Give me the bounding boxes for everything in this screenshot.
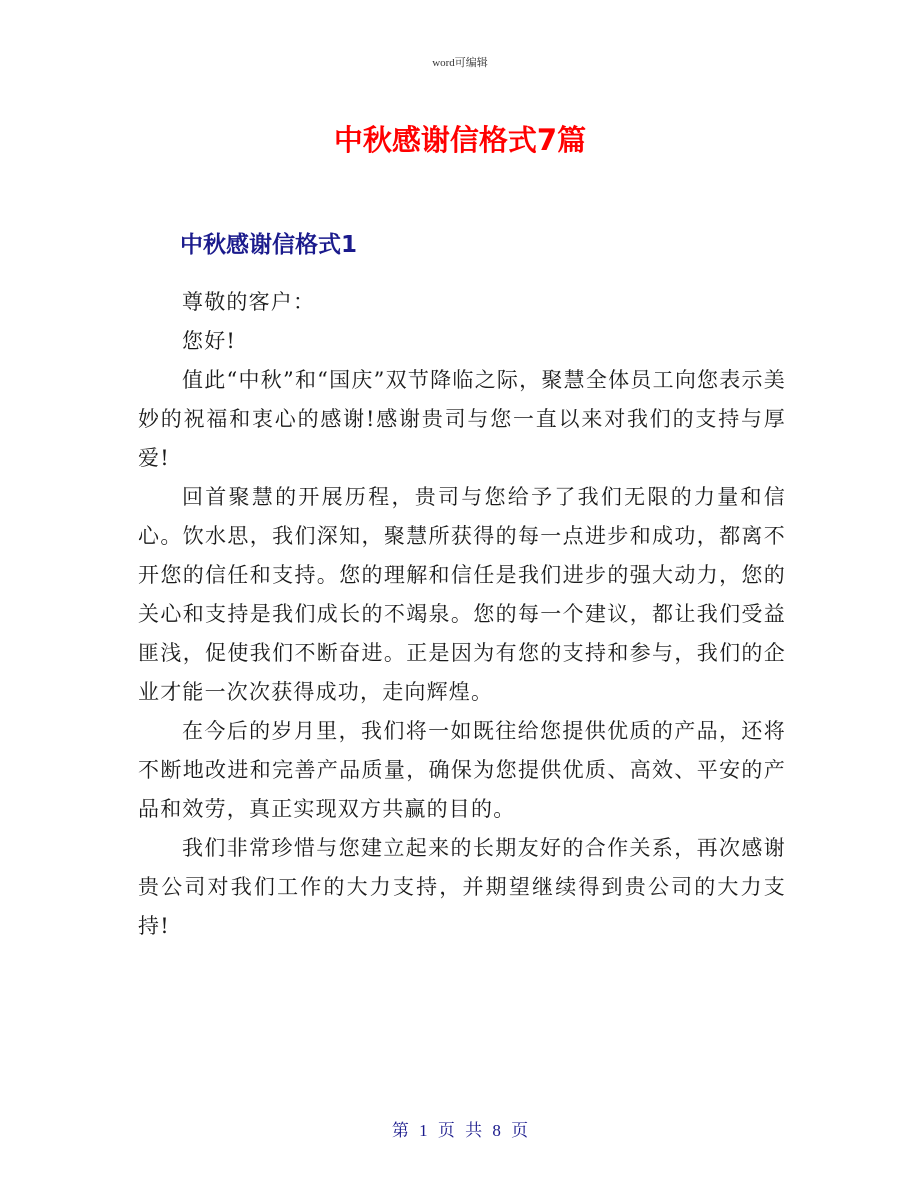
body-paragraph-2: 回首聚慧的开展历程，贵司与您给予了我们无限的力量和信心。饮水思，我们深知，聚慧所获得的每一点进步和成功，都离不开您的信任和支持。您的理解和信任是我们进步的强大动力，您的关心和支持是我们成长的不竭泉。您的每一个建议，都让我们受益匪浅，促使我们不断奋进。正是因为有您的支持和参与，我们的企业才能一次次获得成功，走向辉煌。 (138, 485, 786, 704)
page-number-footer: 第 1 页 共 8 页 (391, 1121, 529, 1140)
section-heading: 中秋感谢信格式1 (180, 232, 358, 258)
body-paragraph-4: 我们非常珍惜与您建立起来的长期友好的合作关系，再次感谢贵公司对我们工作的大力支持，并期望继续得到贵公司的大力支持! (138, 836, 786, 938)
salutation-paragraph: 尊敬的客户： (182, 290, 316, 314)
document-title: 中秋感谢信格式7篇 (333, 123, 587, 157)
letter-body (138, 283, 786, 946)
body-paragraph-3: 在今后的岁月里，我们将一如既往给您提供优质的产品，还将不断地改进和完善产品质量，确保为您提供优质、高效、平安的产品和效劳，真正实现双方共赢的目的。 (138, 719, 786, 821)
page-header-note: word可编辑 (432, 57, 488, 69)
greeting-paragraph: 您好! (182, 329, 237, 353)
body-paragraph-1: 值此“中秋”和“国庆”双节降临之际，聚慧全体员工向您表示美妙的祝福和衷心的感谢!感谢贵司与您一直以来对我们的支持与厚爱! (138, 368, 786, 470)
